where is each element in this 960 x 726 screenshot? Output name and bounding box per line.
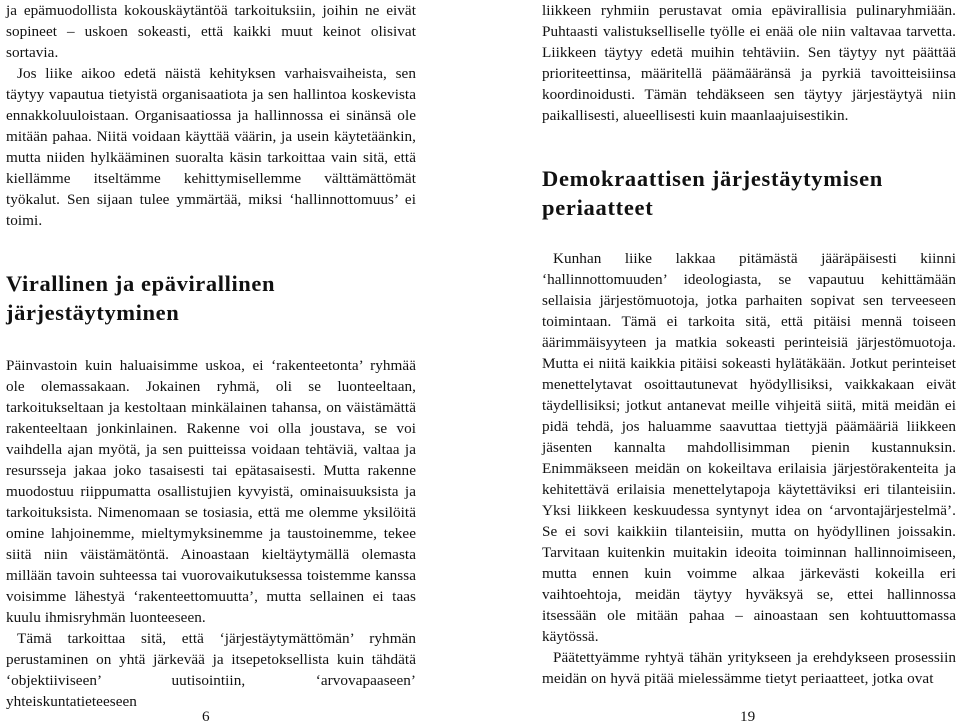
paragraph: ja epämuodollista kokouskäytäntöä tarkoituksiin, joihin ne eivät sopineet – uskoen sokeasti, että kaikki muut keinot olisivat sortavia. [6, 2, 416, 61]
page-number: 19 [740, 708, 756, 725]
left-column [6, 0, 416, 712]
right-page [542, 0, 960, 725]
left-page [0, 0, 420, 725]
paragraph: Kunhan liike lakkaa pitämästä jääräpäisesti kiinni ‘hallinnottomuuden’ ideologiasta, se vapautuu kehittämään sellaisia järjestömuotoja, jotka parhaiten sopivat sen terveeseen toimintaan. Tämä ei tarkoita sitä, että pitäisi mennä toiseen äärimmäisyyteen ja matkia sokeasti perinteisiä järjestömuotoja. Mutta ei niitä kaikkia pitäisi sokeasti hylätäkään. Jotkut perinteiset menettelytavat osoittautunevat hyödyllisiksi, vaikkakaan eivät täydellisiksi; jotkut antanevat meille vihjeitä siitä, mitä meidän ei pidä tehdä, jos haluamme saavuttaa tiettyjä päämääriä liikkeen jäsenten kannalta mahdollisimman pienin kustannuksin. Enimmäkseen meidän on kokeiltava erilaisia järjestörakenteita ja kehitettävä erilaisia menettelytapoja käytettäviksi eri tilanteisiin. Yksi liikkeen keskuudessa syntynyt idea on ‘arvontajärjestelmä’. Se ei sovi kaikkiin tilanteisiin, mutta on hyödyllinen joissakin. Tarvitaan kuitenkin muitakin ideoita toiminnan hallinnoimiseen, mutta ennen kuin voimme alkaa järkevästi kokeilla eri vaihtoehtoja, meidän täytyy hyväksyä se, ettei hallinnossa itsessään ole mitään pahaa – ainoastaan sen kohtuuttomassa käytössä. [542, 250, 956, 645]
paragraph: Jos liike aikoo edetä näistä kehityksen varhaisvaiheista, sen täytyy vapautua tietyistä organisaatiota ja sen hallintoa koskevista ennakkoluuloistaan. Organisaatiossa ja hallinnossa ei sinänsä ole mitään pahaa. Niitä voidaan käyttää väärin, ja usein käytetäänkin, mutta niiden hylkääminen suoralta käsin tarkoittaa vain sitä, että kiellämme itseltämme kehittymisellemme välttämättömät työkalut. Sen sijaan tulee ymmärtää, miksi ‘hallinnottomuus’ ei toimi. [6, 65, 416, 229]
right-column [542, 0, 956, 689]
paragraph: liikkeen ryhmiin perustavat omia epävirallisia pulinaryhmiään. Puhtaasti valistukselliselle työlle ei enää ole niin valtavaa tarvetta. Liikkeen täytyy edetä muihin tehtäviin. Sen täytyy nyt päättää prioriteettinsa, määritellä päämääränsä ja pyrkiä tavoitteisiinsa koordinoidusti. Tämän tehdäkseen sen täytyy järjestäytyä niin paikallisesti, alueellisesti kuin maanlaajuisestikin. [542, 2, 956, 124]
section-heading: Demokraattisen järjestäytymisen periaatteet [542, 166, 883, 220]
paragraph: Päätettyämme ryhtyä tähän yritykseen ja erehdykseen prosessiin meidän on hyvä pitää mielessämme tietyt periaatteet, jotka ovat [542, 649, 956, 687]
paragraph: Tämä tarkoittaa sitä, että ‘järjestäytymättömän’ ryhmän perustaminen on yhtä järkevää ja itsepetoksellista kuin tähdätä ‘objektiiviseen’ uutisointiin, ‘arvovapaaseen’ yhteiskuntatieteeseen [6, 630, 416, 710]
paragraph: Päinvastoin kuin haluaisimme uskoa, ei ‘rakenteetonta’ ryhmää ole olemassakaan. Jokainen ryhmä, oli se luonteeltaan, tarkoitukseltaan ja kestoltaan minkälainen tahansa, on väistämättä rakenteeltaan jonkinlainen. Rakenne voi olla joustava, se voi vaihdella ajan myötä, ja sen puitteissa voidaan tehtäviä, valtaa ja resursseja jakaa joko tasaisesti tai epätasaisesti. Mutta rakenne muodostuu riippumatta osallistujien kyvyistä, ominaisuuksista ja tarkoituksista. Nimenomaan se tosiasia, että me olemme yksilöitä omine lahjoinemme, mieltymyksinemme ja taustoinemme, tekee siitä niin väistämätöntä. Ainoastaan kieltäytymällä olemasta millään tavoin suhteessa tai vuorovaikutuksessa toistemme kanssa voisimme lähestyä ‘rakenteettomuutta’, mutta sellainen ei taas kuulu ihmisryhmän luonteeseen. [6, 357, 416, 626]
section-heading: Virallinen ja epävirallinen järjestäytyminen [6, 271, 276, 325]
page-number: 6 [202, 708, 210, 725]
